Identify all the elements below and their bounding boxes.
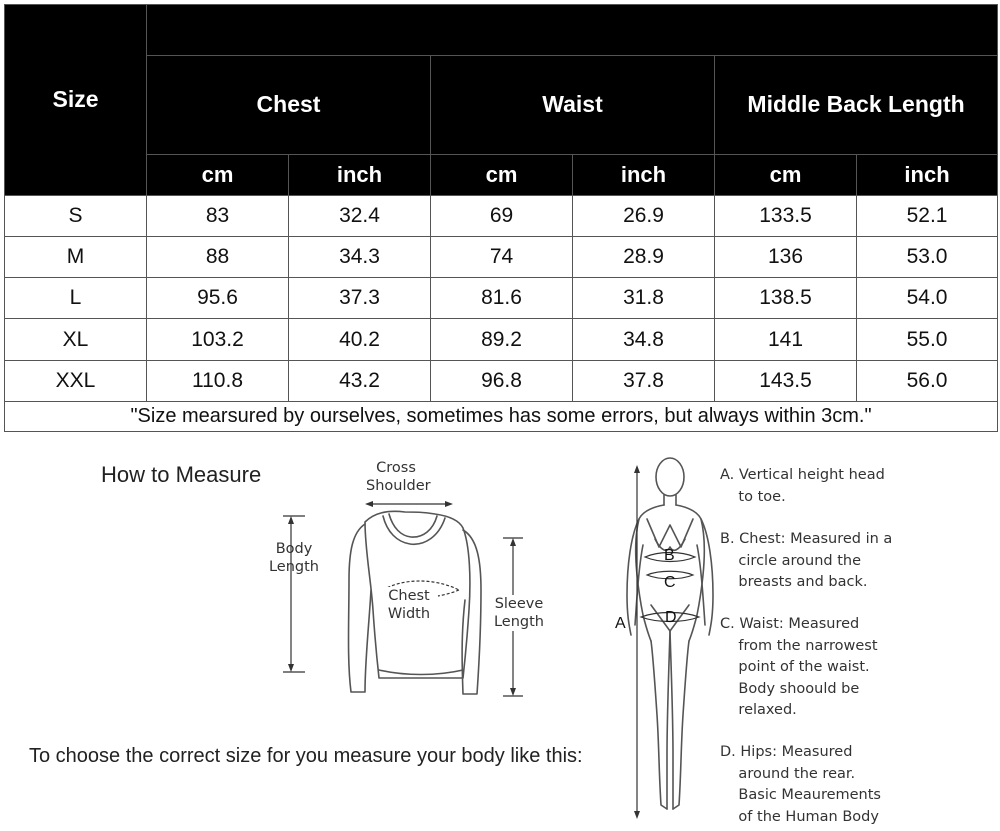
table-cell: 37.8 — [573, 360, 715, 401]
body-length-label: Body Length — [268, 541, 319, 575]
unit-header: inch — [289, 154, 431, 195]
note-a-height: A. Vertical height head to toe. — [720, 467, 885, 505]
table-cell: 83 — [147, 195, 289, 236]
size-cell: L — [5, 278, 147, 319]
table-cell: 34.8 — [573, 319, 715, 360]
table-cell: 43.2 — [289, 360, 431, 401]
body-letter-b: B — [664, 547, 675, 564]
choose-size-instruction: To choose the correct size for you measure your body like this: — [29, 745, 583, 767]
table-cell: 81.6 — [431, 278, 573, 319]
table-row — [5, 319, 998, 360]
table-cell: 89.2 — [431, 319, 573, 360]
chest-width-label: Chest Width — [380, 587, 438, 623]
table-cell: 143.5 — [715, 360, 857, 401]
size-chart-table — [4, 4, 998, 432]
table-row — [5, 360, 998, 401]
table-cell: 136 — [715, 237, 857, 278]
table-cell: 37.3 — [289, 278, 431, 319]
table-cell: 26.9 — [573, 195, 715, 236]
table-cell: 96.8 — [431, 360, 573, 401]
unit-header: cm — [431, 154, 573, 195]
size-cell: S — [5, 195, 147, 236]
table-cell: 141 — [715, 319, 857, 360]
table-cell: 138.5 — [715, 278, 857, 319]
body-figure-illustration — [615, 455, 725, 831]
table-cell: 110.8 — [147, 360, 289, 401]
note-b-chest: B. Chest: Measured in a circle around the breasts and back. — [720, 531, 893, 590]
table-cell: 31.8 — [573, 278, 715, 319]
table-cell: 74 — [431, 237, 573, 278]
back-length-group-header: Middle Back Length — [715, 56, 998, 154]
table-row — [5, 237, 998, 278]
table-cell: 95.6 — [147, 278, 289, 319]
chest-group-header: Chest — [147, 56, 431, 154]
unit-header: cm — [147, 154, 289, 195]
header-row-units — [5, 154, 998, 195]
unit-header: cm — [715, 154, 857, 195]
table-cell: 88 — [147, 237, 289, 278]
table-cell: 55.0 — [857, 319, 998, 360]
table-cell: 28.9 — [573, 237, 715, 278]
table-cell: 56.0 — [857, 360, 998, 401]
header-blank-band — [147, 5, 998, 56]
table-cell: 53.0 — [857, 237, 998, 278]
table-cell: 103.2 — [147, 319, 289, 360]
table-cell: 133.5 — [715, 195, 857, 236]
note-c-waist: C. Waist: Measured from the narrowest point of the waist. Body shoould be relaxed. — [720, 616, 878, 718]
size-cell: M — [5, 237, 147, 278]
size-cell: XL — [5, 319, 147, 360]
size-cell: XXL — [5, 360, 147, 401]
body-letter-c: C — [664, 574, 676, 591]
table-row — [5, 195, 998, 236]
body-letter-d: D — [665, 609, 677, 626]
table-cell: 52.1 — [857, 195, 998, 236]
body-letter-a: A — [615, 615, 626, 632]
table-cell: 69 — [431, 195, 573, 236]
unit-header: inch — [573, 154, 715, 195]
note-row — [5, 401, 998, 431]
unit-header: inch — [857, 154, 998, 195]
measurement-note: "Size mearsured by ourselves, sometimes has some errors, but always within 3cm." — [5, 401, 998, 431]
table-cell: 40.2 — [289, 319, 431, 360]
table-row — [5, 278, 998, 319]
how-to-measure-title: How to Measure — [101, 462, 262, 487]
cross-shoulder-arrow — [365, 501, 453, 507]
table-cell: 54.0 — [857, 278, 998, 319]
header-row-groups — [5, 56, 998, 154]
waist-group-header: Waist — [431, 56, 715, 154]
size-column-header: Size — [5, 5, 147, 196]
table-cell: 34.3 — [289, 237, 431, 278]
table-cell: 32.4 — [289, 195, 431, 236]
sleeve-length-label: Sleeve Length — [488, 595, 550, 631]
note-d-hips: D. Hips: Measured around the rear. Basic Meaurements of the Human Body — [720, 744, 881, 825]
cross-shoulder-label: Cross Shoulder — [366, 460, 431, 494]
body-outline — [627, 458, 713, 809]
header-row-top — [5, 5, 998, 56]
